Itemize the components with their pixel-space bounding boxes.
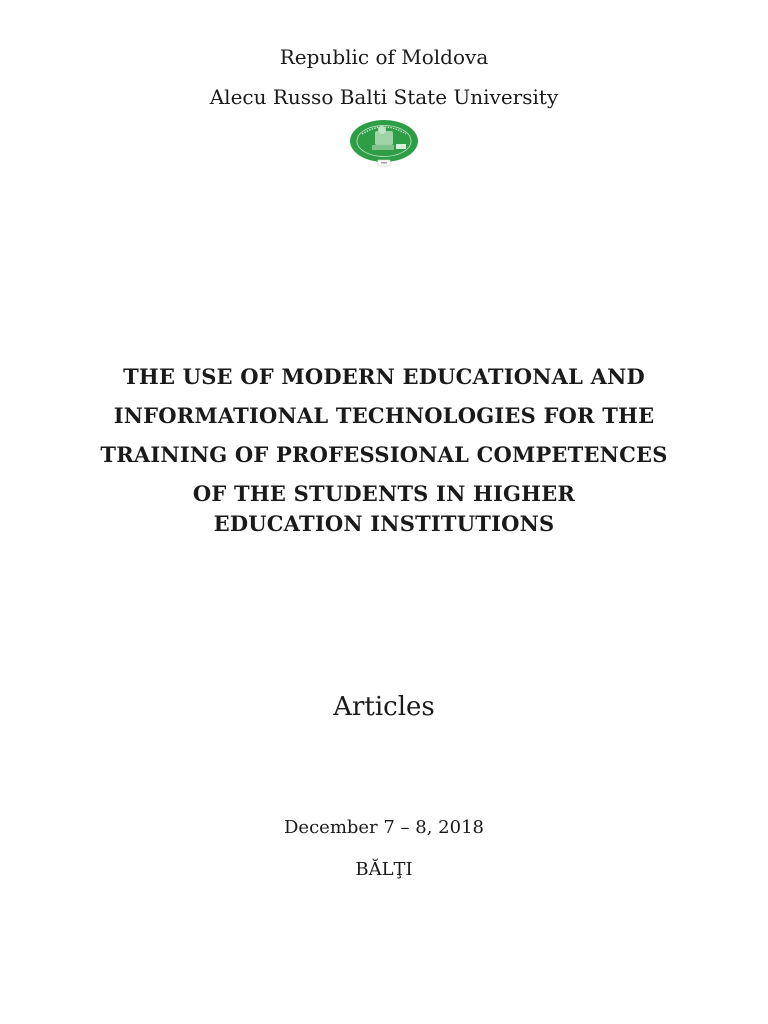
title-line: OF THE STUDENTS IN HIGHER (192, 481, 576, 506)
title-line: TRAINING OF PROFESSIONAL COMPETENCES (100, 442, 668, 467)
university-name: Alecu Russo Balti State University (209, 85, 559, 109)
country-name: Republic of Moldova (279, 45, 489, 69)
document-title (0, 362, 768, 548)
university-seal-icon (348, 118, 420, 168)
title-line: INFORMATIONAL TECHNOLOGIES FOR THE (113, 403, 655, 428)
title-line: THE USE OF MODERN EDUCATIONAL AND (123, 364, 645, 389)
title-line: EDUCATION INSTITUTIONS (213, 511, 555, 536)
document-subtitle: Articles (333, 692, 435, 722)
event-city: BĂLŢI (355, 859, 413, 880)
event-dates: December 7 – 8, 2018 (284, 817, 484, 838)
